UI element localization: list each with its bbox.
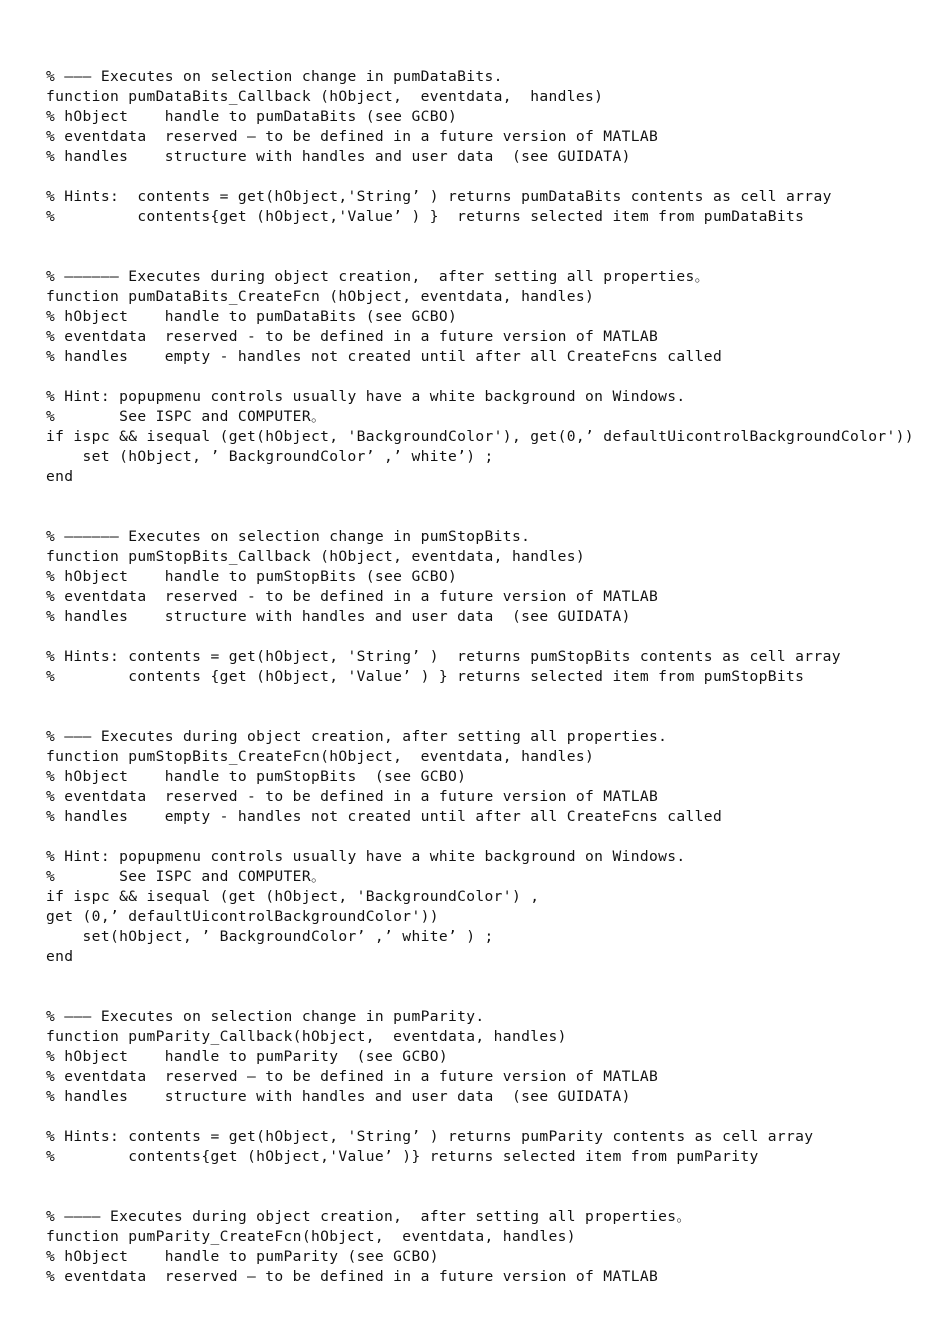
code-line: % ——— Executes on selection change in pumDataBits. [46,68,503,85]
code-line: function pumDataBits_Callback (hObject, eventdata, handles) [46,88,604,105]
code-line: end [46,948,74,965]
code-line: if ispc && isequal (get(hObject, 'BackgroundColor'), get(0,’ defaultUicontrolBackgroundColor')) [46,428,914,445]
code-listing [46,67,914,1287]
code-line: % handles structure with handles and user data (see GUIDATA) [46,1088,631,1105]
code-line: function pumStopBits_Callback (hObject, eventdata, handles) [46,548,586,565]
code-line: % Hint: popupmenu controls usually have a white background on Windows. [46,848,686,865]
code-line: % ——— Executes during object creation, after setting all properties. [46,728,668,745]
code-line: % eventdata reserved - to be defined in a future version of MATLAB [46,328,659,345]
code-line [46,167,914,187]
code-line: % See ISPC and COMPUTER。 [46,868,326,885]
code-line: function pumParity_CreateFcn(hObject, eventdata, handles) [46,1228,576,1245]
code-line: % Hints: contents = get(hObject, 'String’ ) returns pumStopBits contents as cell array [46,648,841,665]
code-line: % handles empty - handles not created until after all CreateFcns called [46,808,723,825]
code-line: % hObject handle to pumParity (see GCBO) [46,1248,439,1265]
code-line: % ——— Executes on selection change in pumParity. [46,1008,485,1025]
code-line [46,1167,914,1187]
code-line: % handles empty - handles not created until after all CreateFcns called [46,348,723,365]
code-line: % contents{get (hObject,'Value’ ) } returns selected item from pumDataBits [46,208,805,225]
code-line: % —————— Executes during object creation, after setting all properties。 [46,268,710,285]
code-line: set (hObject, ’ BackgroundColor’ ,’ white’) ; [46,448,494,465]
code-line [46,987,914,1007]
code-line: % eventdata reserved - to be defined in a future version of MATLAB [46,588,659,605]
code-line [46,487,914,507]
code-line: set(hObject, ’ BackgroundColor’ ,’ white’ ) ; [46,928,494,945]
code-line: % hObject handle to pumParity (see GCBO) [46,1048,448,1065]
code-line: % Hints: contents = get(hObject, 'String’ ) returns pumParity contents as cell array [46,1128,814,1145]
code-line [46,687,914,707]
code-line: % eventdata reserved — to be defined in a future version of MATLAB [46,128,659,145]
code-line [46,707,914,727]
code-line: % Hints: contents = get(hObject,'String’ ) returns pumDataBits contents as cell array [46,188,832,205]
code-line [46,827,914,847]
code-line: function pumDataBits_CreateFcn (hObject, eventdata, handles) [46,288,595,305]
code-line [46,227,914,247]
code-line: % —————— Executes on selection change in pumStopBits. [46,528,531,545]
code-line: function pumStopBits_CreateFcn(hObject, eventdata, handles) [46,748,595,765]
code-line [46,367,914,387]
code-line: get (0,’ defaultUicontrolBackgroundColor')) [46,908,439,925]
code-line: % Hint: popupmenu controls usually have a white background on Windows. [46,388,686,405]
code-line: % contents {get (hObject, 'Value’ ) } returns selected item from pumStopBits [46,668,805,685]
code-line: % hObject handle to pumStopBits (see GCBO) [46,568,458,585]
code-line: % handles structure with handles and user data (see GUIDATA) [46,608,631,625]
code-line: % handles structure with handles and user data (see GUIDATA) [46,148,631,165]
code-line [46,627,914,647]
code-line: % hObject handle to pumDataBits (see GCBO) [46,108,458,125]
code-line [46,967,914,987]
code-line: if ispc && isequal (get (hObject, 'BackgroundColor') , [46,888,540,905]
code-line: % contents{get (hObject,'Value’ )} returns selected item from pumParity [46,1148,759,1165]
code-line: % hObject handle to pumDataBits (see GCBO) [46,308,458,325]
code-line [46,1187,914,1207]
code-line: % hObject handle to pumStopBits (see GCBO) [46,768,467,785]
code-line [46,247,914,267]
code-line: % See ISPC and COMPUTER。 [46,408,326,425]
code-line: function pumParity_Callback(hObject, eventdata, handles) [46,1028,567,1045]
code-line: % eventdata reserved — to be defined in a future version of MATLAB [46,1068,659,1085]
code-line [46,1107,914,1127]
code-line: % ———— Executes during object creation, after setting all properties。 [46,1208,692,1225]
code-line: % eventdata reserved - to be defined in a future version of MATLAB [46,788,659,805]
code-line: % eventdata reserved — to be defined in a future version of MATLAB [46,1268,659,1285]
code-line [46,507,914,527]
code-line: end [46,468,74,485]
